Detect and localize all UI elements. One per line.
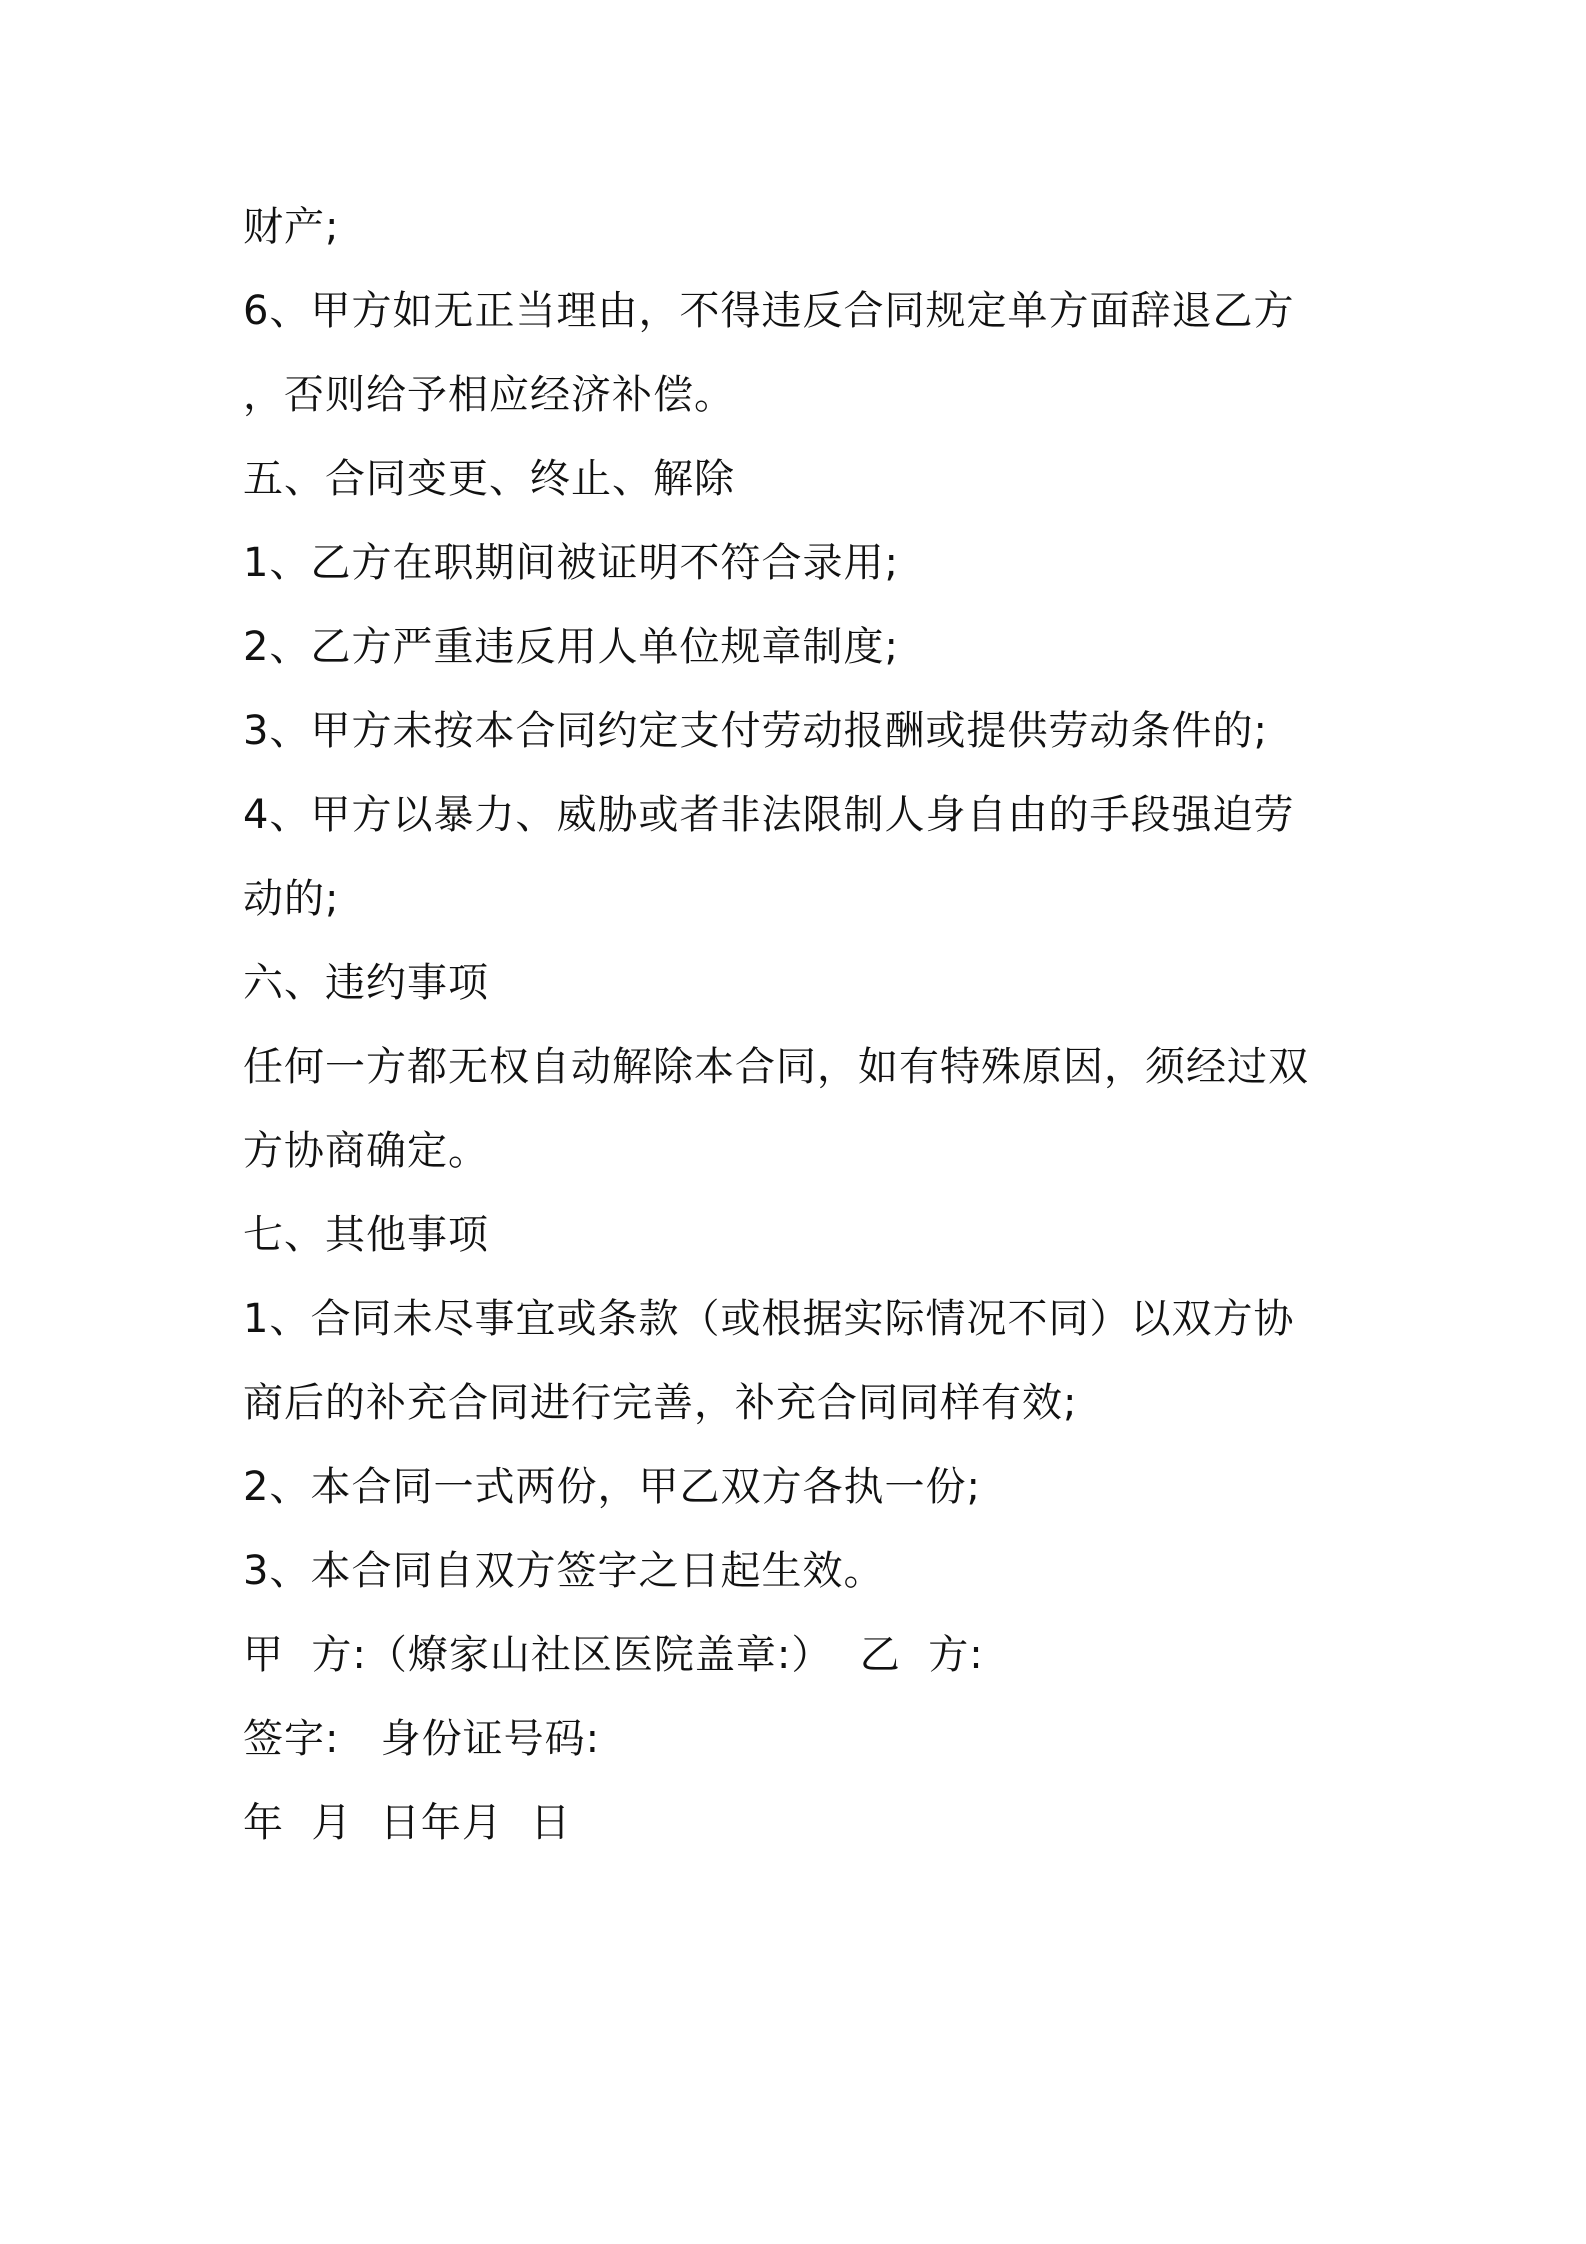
text-line: 1、乙方在职期间被证明不符合录用;: [243, 540, 899, 586]
text-line: 3、甲方未按本合同约定支付劳动报酬或提供劳动条件的;: [243, 708, 1268, 754]
signature-date-line: 年 月 日年月 日: [243, 1800, 572, 1846]
text-line: 任何一方都无权自动解除本合同，如有特殊原因，须经过双: [243, 1044, 1309, 1090]
section-heading: 七、其他事项: [243, 1212, 489, 1258]
signature-id-line: 签字: 身份证号码:: [243, 1716, 601, 1762]
text-line: 方协商确定。: [243, 1128, 489, 1174]
text-line: 6、甲方如无正当理由，不得违反合同规定单方面辞退乙方: [243, 288, 1295, 334]
text-line: 商后的补充合同进行完善，补充合同同样有效;: [243, 1380, 1078, 1426]
text-line: 1、合同未尽事宜或条款（或根据实际情况不同）以双方协: [243, 1296, 1295, 1342]
signature-party-line: 甲 方:（燎家山社区医院盖章:） 乙 方:: [243, 1632, 984, 1678]
text-line: 3、本合同自双方签字之日起生效。: [243, 1548, 885, 1594]
text-line: 财产;: [243, 204, 340, 250]
text-line: 2、乙方严重违反用人单位规章制度;: [243, 624, 899, 670]
text-line: 4、甲方以暴力、威胁或者非法限制人身自由的手段强迫劳: [243, 792, 1295, 838]
text-line: 2、本合同一式两份，甲乙双方各执一份;: [243, 1464, 981, 1510]
section-heading: 六、违约事项: [243, 960, 489, 1006]
section-heading: 五、合同变更、终止、解除: [243, 456, 735, 502]
text-line: ，否则给予相应经济补偿。: [243, 372, 735, 418]
text-line: 动的;: [243, 876, 340, 922]
